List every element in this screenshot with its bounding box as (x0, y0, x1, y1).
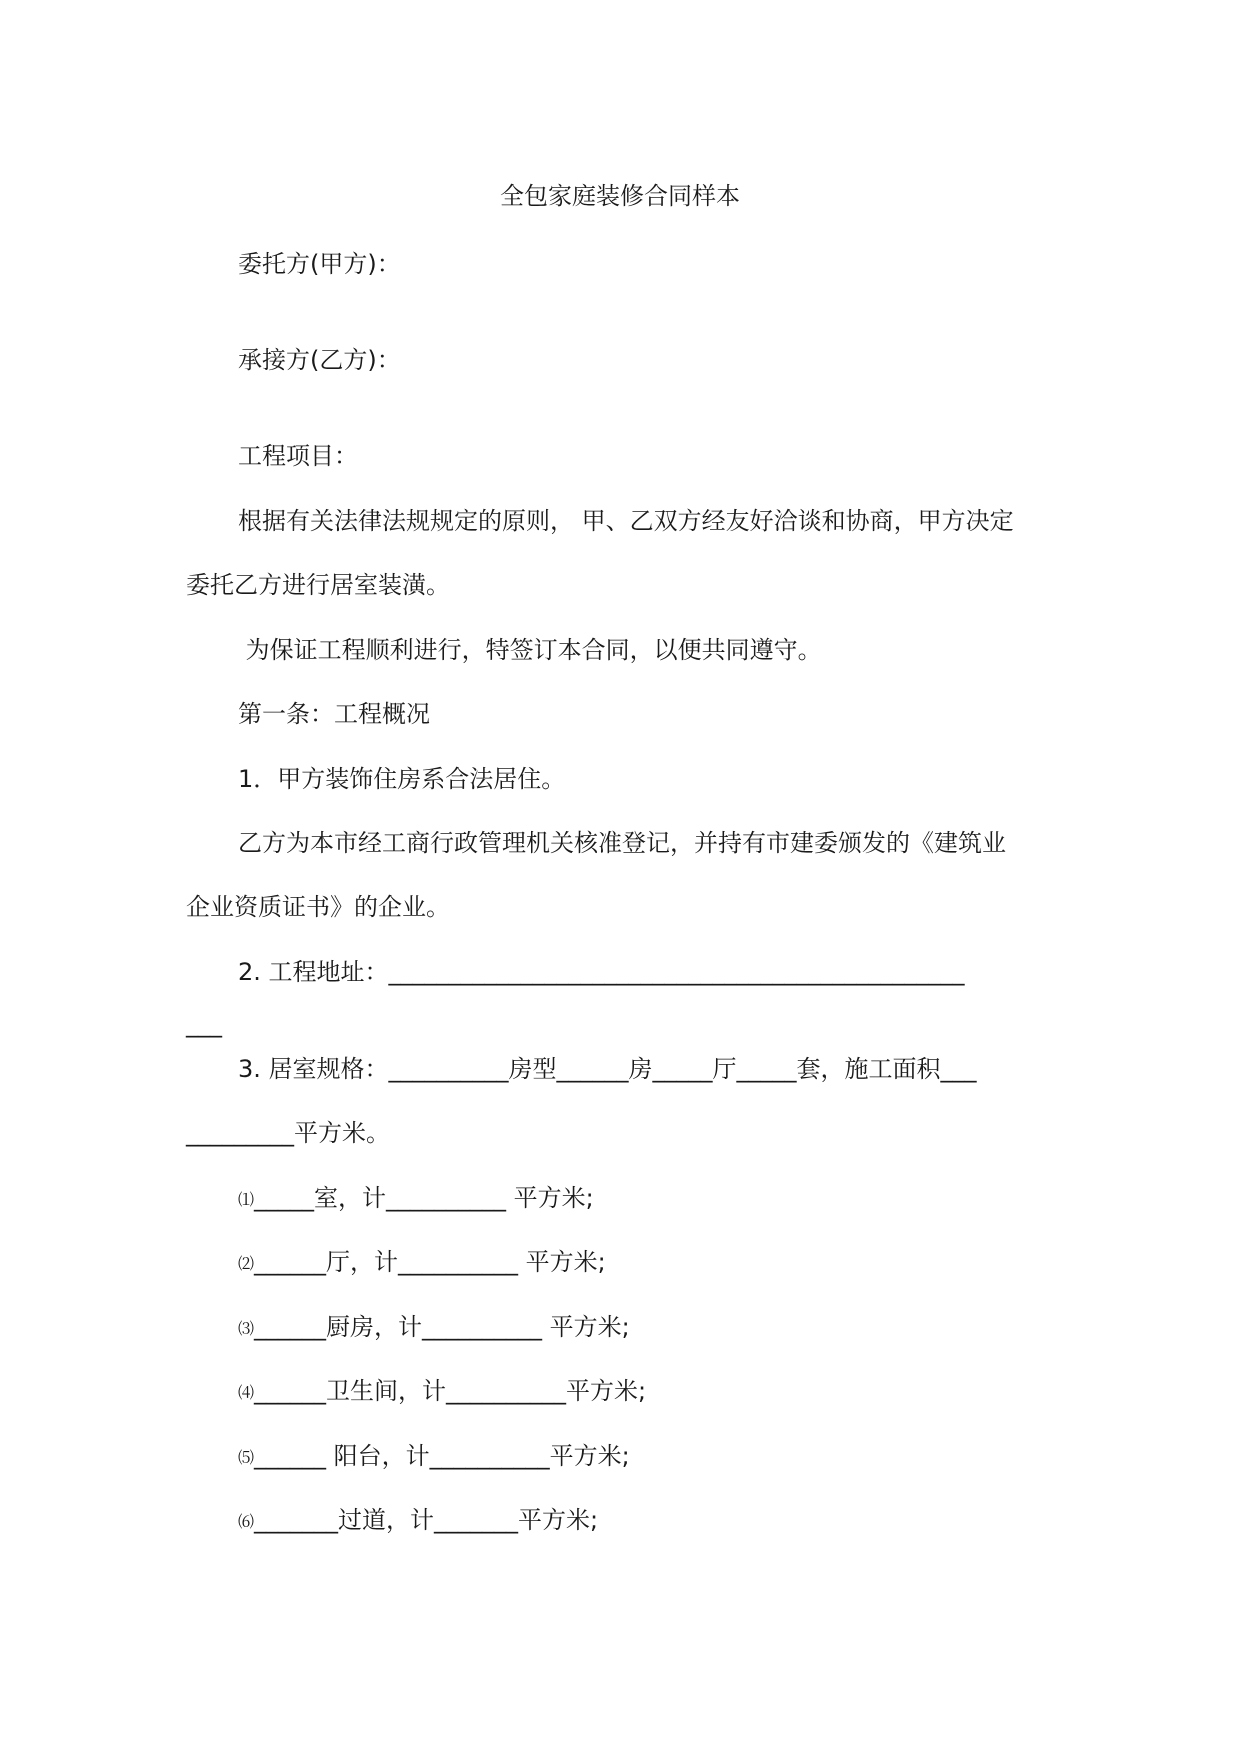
room-marker: ⑹ (238, 1512, 255, 1531)
intro-paragraph-line-2: 委托乙方进行居室装潢。 (186, 571, 450, 599)
room-marker: ⑶ (238, 1319, 255, 1338)
room-text: ______卫生间，计__________平方米; (254, 1377, 647, 1405)
room-marker: ⑷ (238, 1383, 255, 1402)
project-label: 工程项目： (238, 442, 358, 470)
intro-paragraph-line-1: 根据有关法律法规规定的原则， 甲、乙双方经友好洽谈和协商，甲方决定 (238, 507, 1014, 535)
document-title: 全包家庭装修合同样本 (500, 182, 740, 210)
room-item (238, 1440, 630, 1474)
room-text: ______厅，计__________ 平方米; (254, 1248, 606, 1276)
room-text: ______厨房，计__________ 平方米; (254, 1313, 630, 1341)
party-a-label: 委托方(甲方)： (238, 250, 401, 278)
room-marker: ⑸ (238, 1448, 255, 1467)
room-marker: ⑵ (238, 1254, 255, 1273)
item-1: 1．甲方装饰住房系合法居住。 (238, 765, 566, 793)
room-text: _____室，计__________ 平方米; (254, 1184, 594, 1212)
room-text: _______过道，计_______平方米; (254, 1506, 599, 1534)
room-item (238, 1246, 606, 1280)
article-1-heading: 第一条：工程概况 (238, 700, 430, 728)
item-2-address-line-2: ___ (186, 1010, 222, 1038)
room-item (238, 1375, 646, 1409)
item-3-spec-line-2: _________平方米。 (186, 1119, 390, 1147)
room-item (238, 1182, 594, 1216)
room-text: ______ 阳台，计__________平方米; (254, 1442, 630, 1470)
room-item (238, 1504, 598, 1538)
item-3-spec-line-1: 3. 居室规格：__________房型______房_____厅_____套，施工面积___ (238, 1055, 977, 1083)
item-2-address-line-1: 2. 工程地址：________________________________________________ (238, 958, 965, 986)
room-marker: ⑴ (238, 1190, 255, 1209)
item-1b-line-1: 乙方为本市经工商行政管理机关核准登记，并持有市建委颁发的《建筑业 (238, 829, 1006, 857)
room-item (238, 1311, 630, 1345)
party-b-label: 承接方(乙方)： (238, 346, 401, 374)
item-1b-line-2: 企业资质证书》的企业。 (186, 893, 450, 921)
purpose-paragraph: 为保证工程顺利进行，特签订本合同，以便共同遵守。 (238, 636, 822, 664)
